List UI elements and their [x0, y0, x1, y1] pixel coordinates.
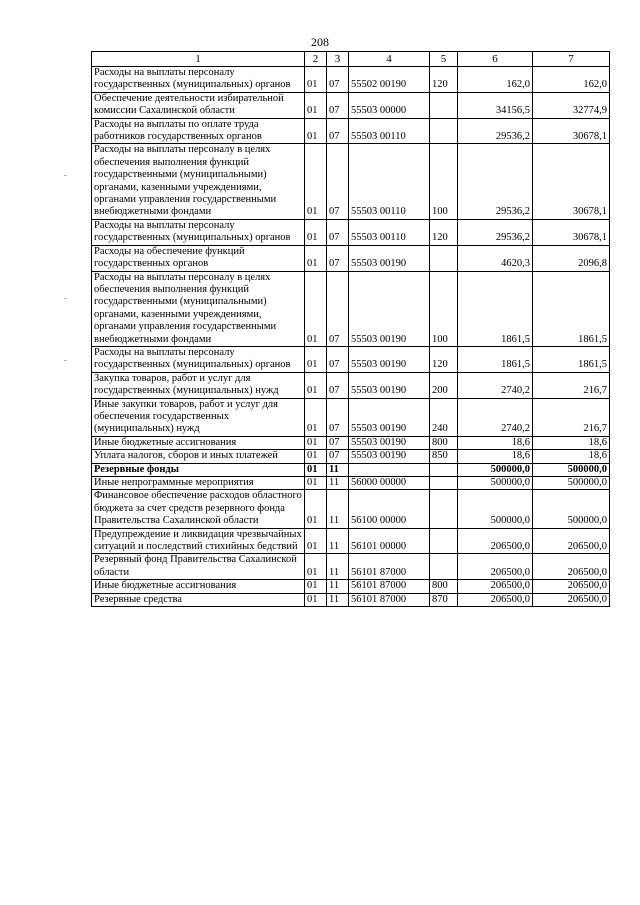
- target-item-code-cell: 55503 00190: [349, 346, 430, 372]
- expense-type-code-cell: 100: [430, 271, 458, 346]
- column-header: 7: [533, 52, 610, 67]
- table-row: [92, 463, 610, 476]
- amount-col7-cell: 32774,9: [533, 92, 610, 118]
- section-code-cell: 01: [305, 593, 327, 606]
- expense-type-code-cell: 120: [430, 346, 458, 372]
- budget-table: [91, 51, 610, 607]
- amount-col6-cell: 18,6: [458, 450, 533, 463]
- section-code-cell: 01: [305, 372, 327, 398]
- amount-col7-cell: 30678,1: [533, 144, 610, 219]
- table-row: [92, 580, 610, 593]
- row-name-cell: Уплата налогов, сборов и иных платежей: [92, 450, 305, 463]
- section-code-cell: 01: [305, 219, 327, 245]
- target-item-code-cell: 56101 87000: [349, 554, 430, 580]
- amount-col6-cell: 206500,0: [458, 528, 533, 554]
- row-name-cell: Резервные фонды: [92, 463, 305, 476]
- amount-col6-cell: 1861,5: [458, 271, 533, 346]
- table-row: [92, 528, 610, 554]
- target-item-code-cell: 56101 87000: [349, 593, 430, 606]
- target-item-code-cell: 56101 87000: [349, 580, 430, 593]
- section-code-cell: 01: [305, 118, 327, 144]
- subsection-code-cell: 07: [327, 372, 349, 398]
- subsection-code-cell: 07: [327, 450, 349, 463]
- target-item-code-cell: 55503 00110: [349, 219, 430, 245]
- target-item-code-cell: 56101 00000: [349, 528, 430, 554]
- section-code-cell: 01: [305, 580, 327, 593]
- scan-artifact-mark: [64, 298, 67, 299]
- expense-type-code-cell: 120: [430, 67, 458, 93]
- amount-col7-cell: 18,6: [533, 436, 610, 449]
- amount-col7-cell: 206500,0: [533, 580, 610, 593]
- row-name-cell: Иные закупки товаров, работ и услуг для обеспечения государственных (муниципальных) нужд: [92, 398, 305, 436]
- amount-col7-cell: 500000,0: [533, 490, 610, 528]
- target-item-code-cell: 55503 00110: [349, 118, 430, 144]
- row-name-cell: Резервные средства: [92, 593, 305, 606]
- target-item-code-cell: 56100 00000: [349, 490, 430, 528]
- target-item-code-cell: 55503 00000: [349, 92, 430, 118]
- section-code-cell: 01: [305, 436, 327, 449]
- subsection-code-cell: 07: [327, 436, 349, 449]
- subsection-code-cell: 07: [327, 346, 349, 372]
- table-row: [92, 372, 610, 398]
- subsection-code-cell: 11: [327, 490, 349, 528]
- expense-type-code-cell: 850: [430, 450, 458, 463]
- subsection-code-cell: 07: [327, 67, 349, 93]
- subsection-code-cell: 11: [327, 463, 349, 476]
- amount-col6-cell: 206500,0: [458, 580, 533, 593]
- row-name-cell: Иные бюджетные ассигнования: [92, 580, 305, 593]
- amount-col7-cell: 206500,0: [533, 528, 610, 554]
- column-header: 5: [430, 52, 458, 67]
- section-code-cell: 01: [305, 271, 327, 346]
- amount-col6-cell: 500000,0: [458, 477, 533, 490]
- amount-col7-cell: 2096,8: [533, 245, 610, 271]
- expense-type-code-cell: [430, 528, 458, 554]
- amount-col7-cell: 30678,1: [533, 219, 610, 245]
- target-item-code-cell: 55503 00190: [349, 398, 430, 436]
- section-code-cell: 01: [305, 477, 327, 490]
- table-row: [92, 554, 610, 580]
- amount-col7-cell: 206500,0: [533, 593, 610, 606]
- amount-col7-cell: 500000,0: [533, 463, 610, 476]
- table-row: [92, 450, 610, 463]
- section-code-cell: 01: [305, 346, 327, 372]
- page-number: 208: [311, 35, 329, 49]
- table-row: [92, 219, 610, 245]
- section-code-cell: 01: [305, 528, 327, 554]
- expense-type-code-cell: 100: [430, 144, 458, 219]
- expense-type-code-cell: 240: [430, 398, 458, 436]
- expense-type-code-cell: [430, 92, 458, 118]
- target-item-code-cell: 55503 00190: [349, 245, 430, 271]
- row-name-cell: Расходы на выплаты персоналу государственных (муниципальных) органов: [92, 346, 305, 372]
- subsection-code-cell: 07: [327, 245, 349, 271]
- expense-type-code-cell: [430, 477, 458, 490]
- amount-col6-cell: 29536,2: [458, 219, 533, 245]
- amount-col6-cell: 500000,0: [458, 490, 533, 528]
- row-name-cell: Расходы на выплаты персоналу в целях обеспечения выполнения функций государственными (муниципальными) органами, казенными учреждениями, органами управления государственными внебюджетными фондами: [92, 271, 305, 346]
- table-row: [92, 346, 610, 372]
- expense-type-code-cell: [430, 490, 458, 528]
- subsection-code-cell: 07: [327, 92, 349, 118]
- section-code-cell: 01: [305, 245, 327, 271]
- row-name-cell: Финансовое обеспечение расходов областного бюджета за счет средств резервного фонда Правительства Сахалинской области: [92, 490, 305, 528]
- amount-col6-cell: 29536,2: [458, 118, 533, 144]
- amount-col6-cell: 2740,2: [458, 398, 533, 436]
- amount-col7-cell: 18,6: [533, 450, 610, 463]
- budget-table-body: [92, 52, 610, 607]
- amount-col6-cell: 18,6: [458, 436, 533, 449]
- amount-col6-cell: 29536,2: [458, 144, 533, 219]
- amount-col7-cell: 1861,5: [533, 271, 610, 346]
- section-code-cell: 01: [305, 67, 327, 93]
- column-header: 4: [349, 52, 430, 67]
- column-header: 2: [305, 52, 327, 67]
- row-name-cell: Расходы на выплаты персоналу государственных (муниципальных) органов: [92, 67, 305, 93]
- row-name-cell: Расходы на выплаты персоналу государственных (муниципальных) органов: [92, 219, 305, 245]
- subsection-code-cell: 07: [327, 118, 349, 144]
- target-item-code-cell: 55502 00190: [349, 67, 430, 93]
- section-code-cell: 01: [305, 554, 327, 580]
- expense-type-code-cell: 120: [430, 219, 458, 245]
- amount-col7-cell: 206500,0: [533, 554, 610, 580]
- table-row: [92, 436, 610, 449]
- scan-artifact-mark: [64, 175, 67, 176]
- amount-col6-cell: 2740,2: [458, 372, 533, 398]
- table-row: [92, 67, 610, 93]
- row-name-cell: Расходы на выплаты по оплате труда работников государственных органов: [92, 118, 305, 144]
- amount-col7-cell: 216,7: [533, 398, 610, 436]
- row-name-cell: Обеспечение деятельности избирательной комиссии Сахалинской области: [92, 92, 305, 118]
- subsection-code-cell: 11: [327, 580, 349, 593]
- amount-col7-cell: 30678,1: [533, 118, 610, 144]
- expense-type-code-cell: 200: [430, 372, 458, 398]
- amount-col6-cell: 4620,3: [458, 245, 533, 271]
- amount-col7-cell: 162,0: [533, 67, 610, 93]
- table-row: [92, 490, 610, 528]
- expense-type-code-cell: [430, 118, 458, 144]
- table-row: [92, 118, 610, 144]
- section-code-cell: 01: [305, 92, 327, 118]
- table-row: [92, 593, 610, 606]
- subsection-code-cell: 07: [327, 271, 349, 346]
- table-row: [92, 92, 610, 118]
- table-row: [92, 144, 610, 219]
- expense-type-code-cell: 870: [430, 593, 458, 606]
- scan-artifact-mark: [64, 360, 67, 361]
- column-header: 3: [327, 52, 349, 67]
- expense-type-code-cell: [430, 463, 458, 476]
- expense-type-code-cell: [430, 554, 458, 580]
- table-row: [92, 245, 610, 271]
- amount-col7-cell: 500000,0: [533, 477, 610, 490]
- target-item-code-cell: 55503 00190: [349, 271, 430, 346]
- row-name-cell: Расходы на обеспечение функций государственных органов: [92, 245, 305, 271]
- section-code-cell: 01: [305, 450, 327, 463]
- row-name-cell: Иные бюджетные ассигнования: [92, 436, 305, 449]
- expense-type-code-cell: 800: [430, 580, 458, 593]
- section-code-cell: 01: [305, 398, 327, 436]
- subsection-code-cell: 07: [327, 398, 349, 436]
- subsection-code-cell: 07: [327, 219, 349, 245]
- subsection-code-cell: 11: [327, 477, 349, 490]
- section-code-cell: 01: [305, 490, 327, 528]
- table-row: [92, 271, 610, 346]
- expense-type-code-cell: [430, 245, 458, 271]
- subsection-code-cell: 11: [327, 554, 349, 580]
- amount-col6-cell: 1861,5: [458, 346, 533, 372]
- target-item-code-cell: 55503 00190: [349, 436, 430, 449]
- section-code-cell: 01: [305, 463, 327, 476]
- target-item-code-cell: 55503 00190: [349, 450, 430, 463]
- expense-type-code-cell: 800: [430, 436, 458, 449]
- row-name-cell: Иные непрограммные мероприятия: [92, 477, 305, 490]
- target-item-code-cell: 55503 00190: [349, 372, 430, 398]
- column-header: 6: [458, 52, 533, 67]
- target-item-code-cell: 56000 00000: [349, 477, 430, 490]
- amount-col7-cell: 1861,5: [533, 346, 610, 372]
- target-item-code-cell: [349, 463, 430, 476]
- amount-col6-cell: 206500,0: [458, 554, 533, 580]
- section-code-cell: 01: [305, 144, 327, 219]
- table-row: [92, 398, 610, 436]
- row-name-cell: Предупреждение и ликвидация чрезвычайных ситуаций и последствий стихийных бедствий: [92, 528, 305, 554]
- table-row: [92, 477, 610, 490]
- column-header: 1: [92, 52, 305, 67]
- row-name-cell: Резервный фонд Правительства Сахалинской области: [92, 554, 305, 580]
- subsection-code-cell: 07: [327, 144, 349, 219]
- amount-col6-cell: 206500,0: [458, 593, 533, 606]
- row-name-cell: Расходы на выплаты персоналу в целях обеспечения выполнения функций государственными (муниципальными) органами, казенными учреждениями, органами управления государственными внебюджетными фондами: [92, 144, 305, 219]
- header-row: [92, 52, 610, 67]
- target-item-code-cell: 55503 00110: [349, 144, 430, 219]
- amount-col6-cell: 162,0: [458, 67, 533, 93]
- row-name-cell: Закупка товаров, работ и услуг для государственных (муниципальных) нужд: [92, 372, 305, 398]
- amount-col6-cell: 34156,5: [458, 92, 533, 118]
- subsection-code-cell: 11: [327, 528, 349, 554]
- amount-col7-cell: 216,7: [533, 372, 610, 398]
- amount-col6-cell: 500000,0: [458, 463, 533, 476]
- subsection-code-cell: 11: [327, 593, 349, 606]
